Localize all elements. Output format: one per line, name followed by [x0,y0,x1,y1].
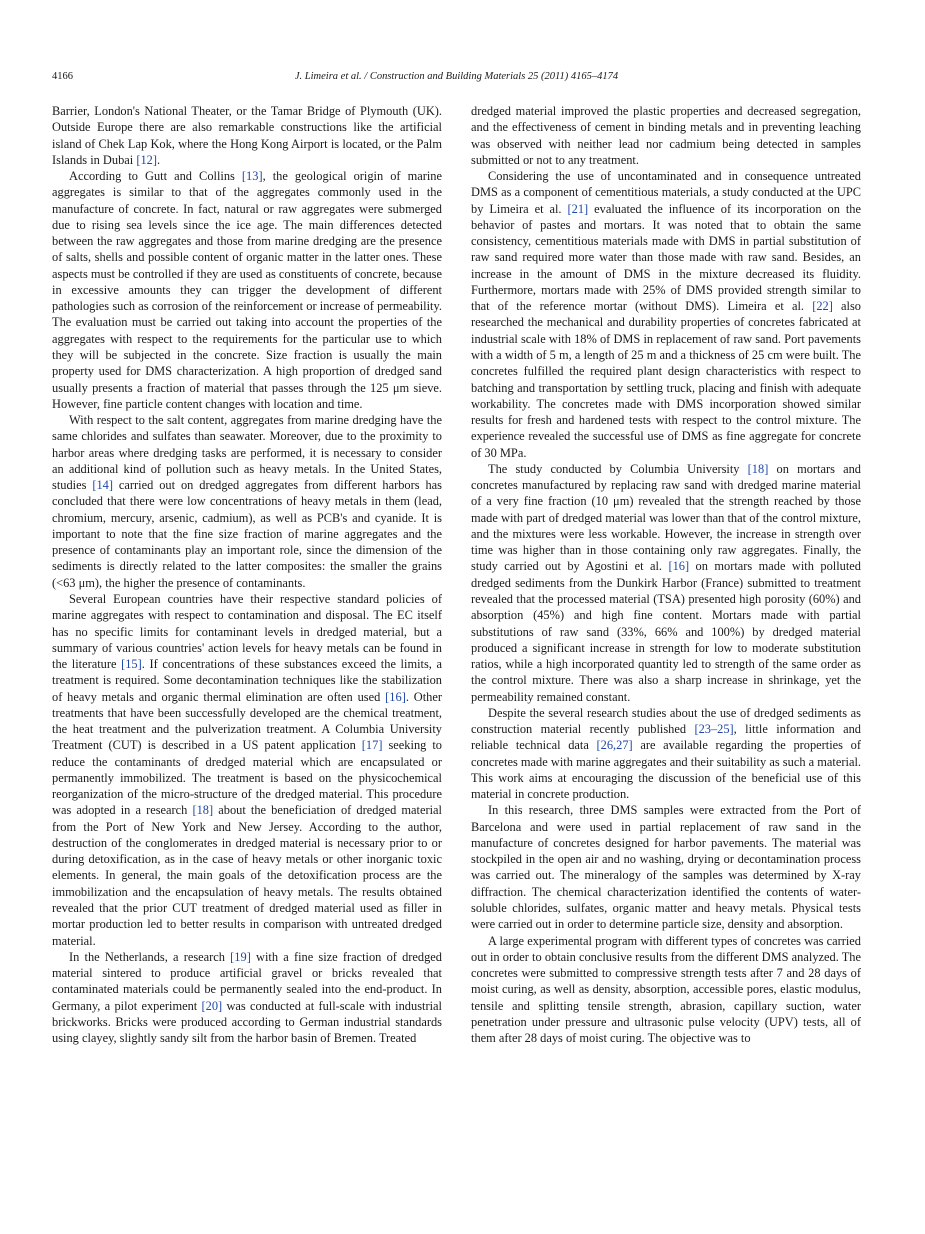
paragraph: Considering the use of uncontaminated and in consequence untreated DMS as a component of cementitious materials, a study conducted at the UPC by Limeira et al. [21] evaluated the influence of its incorporation on the behavior of pastes and mortars. It was noted that to obtain the same consistency, cementitious materials made with DMS in partial substitution of raw sand required more water than those made with raw sand. Besides, an increase in the amount of DMS in the mixture decreased its fluidity. Furthermore, mortars made with 25% of DMS provided strength similar to that of the reference mortar (without DMS). Limeira et al. [22] also researched the mechanical and durability properties of concretes fabricated at industrial scale with 18% of DMS in replacement of raw sand. Port pavements with a width of 5 m, a length of 25 m and a thickness of 25 cm were built. The concretes fulfilled the required plant design characteristics with respect to batching and transportation by settling truck, placing and finish with adequate workability. The concretes made with DMS incorporation showed similar results for fresh and hardened tests with respect to the control mixture. The experience revealed the successful use of DMS as fine aggregate for concrete of 30 MPa. [471,169,862,460]
citation-link[interactable]: [22] [812,299,833,314]
paragraph: In the Netherlands, a research [19] with a fine size fraction of dredged material sintered to produce artificial gravel or bricks revealed that contaminated materials could be permanently sealed into the end-product. In Germany, a pilot experiment [20] was conducted at full-scale with industrial brickworks. Bricks were produced according to German industrial standards using clayey, slightly sandy silt from the harbor basin of Bremen. Treated [52,949,442,1046]
citation-link[interactable]: [19] [230,949,251,964]
citation-link[interactable]: [15] [121,657,142,672]
citation-link[interactable]: [23–25] [694,722,734,737]
paragraph: Several European countries have their respective standard policies of marine aggregates with respect to contamination and disposal. The EC itself has no specific limits for contaminant levels in dredged material, but a summary of various countries' action levels for heavy metals can be found in the literature [15]. If concentrations of these substances exceed the limits, a treatment is required. Some decontamination techniques like the stabilization of heavy metals and organic thermal elimination are often used [16]. Other treatments that have been successfully developed are the chemical treatment, the heat treatment and the pulverization treatment. A Columbia University Treatment (CUT) is described in a US patent application [17] seeking to reduce the contaminants of dredged material which are encapsulated or permanently immobilized. The treatment is based on the physicochemical reorganization of the micro-structure of the dredged material. This procedure was adopted in a research [18] about the beneficiation of dredged material from the Port of New York and New Jersey. According to the author, destruction of the conglomerates in dredged material is necessary prior to or during detoxification, as in the case of heavy metals or other inorganic toxic elements. In general, the main goals of the detoxification process are the immobilization and the encapsulation of heavy metals. The results obtained revealed that the prior CUT treatment of dredged material used as filler in mortar production led to better results in comparison with untreated dredged material. [52,591,442,948]
page-number: 4166 [52,71,73,82]
citation-link[interactable]: [18] [747,461,769,476]
paragraph: Despite the several research studies about the use of dredged sediments as construction material recently published [23–25], little information and reliable technical data [26,27] are available regarding the properties of concretes made with marine aggregates and their suitability as such a material. This work aims at encouraging the discussion of the beneficial use of this material in concrete production. [471,705,861,802]
citation-link[interactable]: [26,27] [596,738,633,753]
citation-link[interactable]: [12] [136,152,157,167]
citation-link[interactable]: [13] [241,169,263,184]
left-column [52,103,442,1046]
right-column [471,103,861,1046]
paragraph: With respect to the salt content, aggregates from marine dredging have the same chlorides and sulfates than seawater. Moreover, due to the proximity to harbor areas where dredging tasks are performed, it is necessary to consider an additional kind of pollution such as heavy metals. In the United States, studies [14] carried out on dredged aggregates from different harbors has concluded that there were low concentrations of heavy metals in them (lead, chromium, mercury, arsenic, cadmium), as well as PCB's and cyanide. It is important to note that the fine size fraction of marine aggregates and the presence of contaminants play an important role, since the dimension of the sediments is directly related to the latter composites: the smaller the grains (<63 μm), the higher the presence of contaminants. [52,413,442,590]
citation-link[interactable]: [16] [385,689,406,704]
citation-link[interactable]: [20] [201,998,223,1013]
paragraph: Barrier, London's National Theater, or the Tamar Bridge of Plymouth (UK). Outside Europe there are also remarkable constructions like the artificial island of Chek Lap Kok, where the Hong Kong Airport is located, or the Palm Islands in Dubai [12]. [52,104,442,167]
citation-link[interactable]: [18] [192,803,214,818]
paragraph: In this research, three DMS samples were extracted from the Port of Barcelona and were used in partial replacement of raw sand in the manufacture of concretes designed for harbor pavements. The material was stockpiled in the open air and no washing, drying or decontamination process was carried out. The mineralogy of the samples was determined by X-ray diffraction. The chemical characterization identified the contents of water-soluble chlorides, sulfates, organic matter and heavy metals. Physical tests were carried out in order to determine particle size, density and absorption. [471,803,861,932]
paragraph: dredged material improved the plastic properties and decreased segregation, and the effectiveness of cement in binding metals and in preventing leaching was observed with neither lead nor cadmium being detected in samples submitted or not to any treatment. [471,104,861,167]
running-header [52,71,861,87]
citation-link[interactable]: [16] [668,559,690,574]
paragraph: A large experimental program with different types of concretes was carried out in order to obtain conclusive results from the different DMS analyzed. The concretes were submitted to compressive strength tests after 7 and 28 days of moist curing, as well as density, absorption, accessible pores, elastic modulus, tensile and splitting tensile strength, abrasion, capillary suction, water penetration under pressure and ultrasonic pulse velocity (UPV) tests, all of them after 28 days of moist curing. The objective was to [471,933,861,1046]
paragraph: The study conducted by Columbia University [18] on mortars and concretes manufactured by replacing raw sand with dredged marine material of a very fine fraction (10 μm) revealed that the strength reached by those made with part of dredged material was lower than that of the control mixture, and the mixtures were less workable. However, the increase in strength over time was higher than in those containing only raw aggregates. Finally, the study carried out by Agostini et al. [16] on mortars made with polluted dredged sediments from the Dunkirk Harbor (France) submitted to treatment revealed that the processed material (TSA) presented high porosity (60%) and absorption (45%) and high fine content. Mortars made with partial substitutions of raw sand (33%, 66% and 100%) by dredged material produced a significant increase in strength for low to moderate substitution ratios, while a high incorporated quantity led to strength of the same order as the control mixture. There was also a sharp increase in shrinkage, yet the permeability remained constant. [471,461,861,704]
running-head: J. Limeira et al. / Construction and Building Materials 25 (2011) 4165–4174 [294,71,619,82]
citation-link[interactable]: [17] [361,738,383,753]
citation-link[interactable]: [21] [567,201,589,216]
paragraph: According to Gutt and Collins [13], the geological origin of marine aggregates is similar to that of the aggregates commonly used in the manufacture of concrete. In fact, natural or raw aggregates were submerged due to rising sea levels since the ice age. The main differences detected between the raw aggregates and those from marine dredging are the presence of salts, shells and possible content of organic matter in the latter ones. These aspects must be controlled if they are used as constituents of concrete, because in excessive amounts they can trigger the development of different pathologies such as corrosion of the reinforcement or increase of permeability. The evaluation must be carried out taking into account the properties of the aggregates with respect to the requirements for the particular use to which they will be subjected in the concrete. Size fraction is usually the main property used for DMS characterization. A high proportion of dredged sand usually presents a fraction of material that passes through the 125 μm sieve. However, fine particle content changes with location and time. [52,169,442,411]
citation-link[interactable]: [14] [92,478,113,493]
